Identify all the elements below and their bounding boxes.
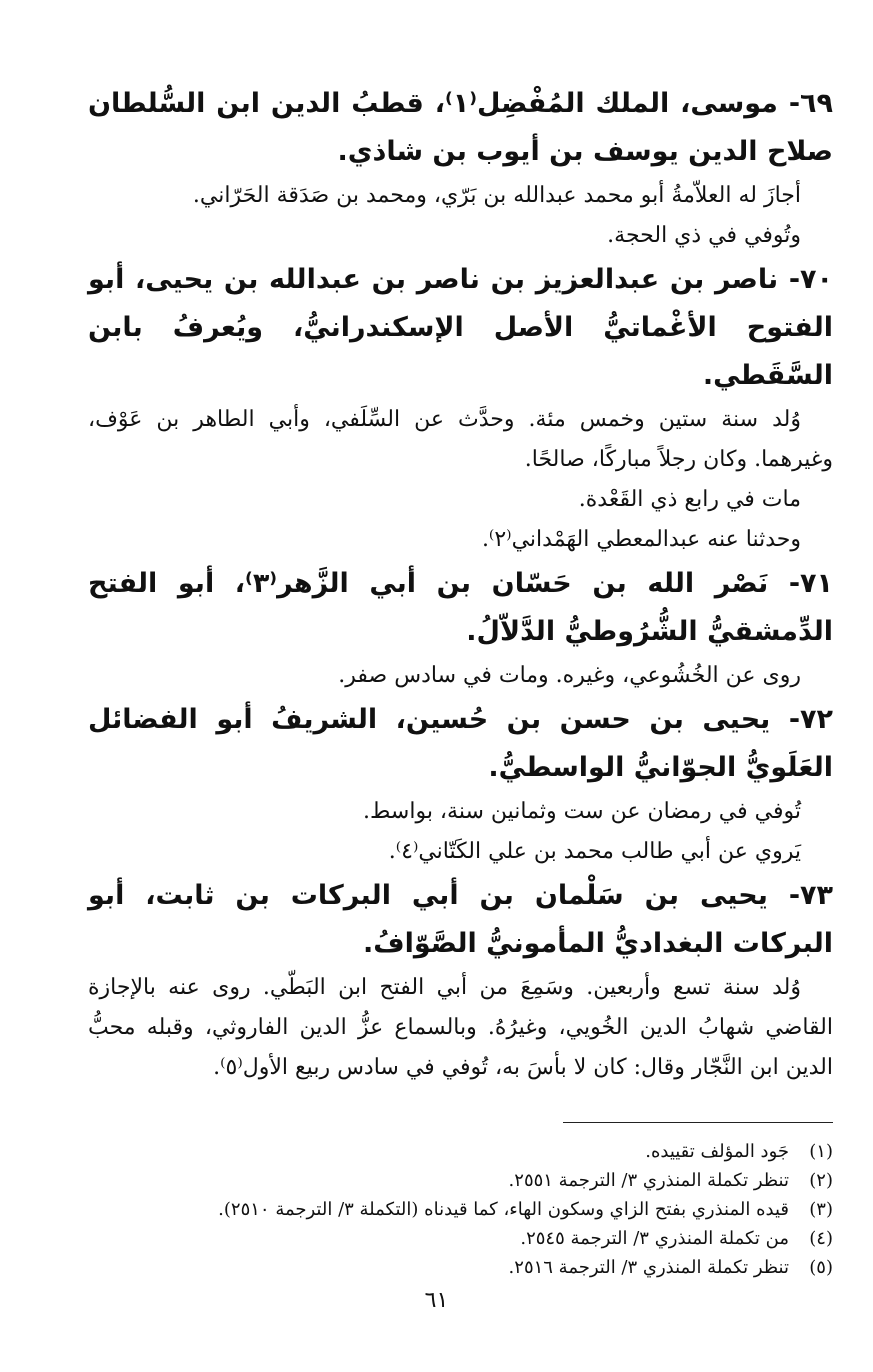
footnote-number: (٣) <box>809 1199 833 1220</box>
entry-heading: ٧٣- يحيى بن سَلْمان بن أبي البركات بن ثابت، أبو البركات البغداديُّ المأمونيُّ الصَّوّافُ. <box>88 880 833 959</box>
entry-paragraph: وُلد سنة ستين وخمس مئة. وحدَّث عن السِّلَفي، وأبي الطاهر بن عَوْف، وغيرهما. وكان رجلاً مباركًا، صالحًا. <box>88 407 833 472</box>
entry-paragraph: وتُوفي في ذي الحجة. <box>607 223 801 248</box>
footnote-text: تنظر تكملة المنذري ٣/ الترجمة ٢٥١٦. <box>508 1257 789 1278</box>
footnote-number: (٢) <box>809 1170 833 1191</box>
footnote-number: (١) <box>809 1141 833 1162</box>
footnote-item <box>88 1166 833 1195</box>
entry-73 <box>88 872 833 1088</box>
entry-heading: ٧٠- ناصر بن عبدالعزيز بن ناصر بن عبدالله بن يحيى، أبو الفتوح الأغْماتيُّ الأصل الإسكندرانيُّ، ويُعرفُ بابن السَّقَطي. <box>88 264 833 391</box>
entry-70 <box>88 256 833 560</box>
footnote-text: تنظر تكملة المنذري ٣/ الترجمة ٢٥٥١. <box>508 1170 789 1191</box>
entry-69 <box>88 80 833 256</box>
entry-paragraph: روى عن الخُشُوعي، وغيره. ومات في سادس صفر. <box>338 663 801 688</box>
footnote-number: (٤) <box>809 1228 833 1249</box>
entry-71 <box>88 560 833 696</box>
footnote-number: (٥) <box>809 1257 833 1278</box>
entry-72 <box>88 696 833 872</box>
entry-paragraph: مات في رابع ذي القَعْدة. <box>578 487 801 512</box>
entry-paragraph: تُوفي في رمضان عن ست وثمانين سنة، بواسط. <box>363 799 801 824</box>
footnote-text: من تكملة المنذري ٣/ الترجمة ٢٥٤٥. <box>520 1228 789 1249</box>
entry-paragraph: أجازَ له العلاّمةُ أبو محمد عبدالله بن بَرّي، ومحمد بن صَدَقة الحَرّاني. <box>192 183 801 208</box>
entry-heading: ٦٩- موسى، الملك المُفْضِل⁽١⁾، قطبُ الدين ابن السُّلطان صلاح الدين يوسف بن أيوب بن شاذي. <box>88 88 833 167</box>
entry-heading: ٧٢- يحيى بن حسن بن حُسين، الشريفُ أبو الفضائل العَلَويُّ الجوّانيُّ الواسطيُّ. <box>88 704 833 783</box>
footnote-item <box>88 1195 833 1224</box>
footnote-divider <box>563 1122 833 1123</box>
entry-paragraph: وُلد سنة تسع وأربعين. وسَمِعَ من أبي الفتح ابن البَطّي. روى عنه بالإجازة القاضي شهابُ الدين الخُويي، وغيرُهُ. وبالسماع عزُّ الدين الفاروثي، وقبله محبُّ الدين ابن النَّجّار وقال: كان لا بأسَ به، تُوفي في سادس ربيع الأول⁽٥⁾. <box>88 975 833 1080</box>
page-number: ٦١ <box>424 1288 449 1313</box>
footnote-item <box>88 1224 833 1253</box>
entry-paragraph: يَروي عن أبي طالب محمد بن علي الكَتّاني⁽٤⁾. <box>388 839 801 864</box>
footnote-item <box>88 1253 833 1282</box>
footnote-text: جَود المؤلف تقييده. <box>645 1141 789 1162</box>
footnote-item <box>88 1137 833 1166</box>
footnotes <box>88 1137 833 1282</box>
entry-heading: ٧١- نَصْر الله بن حَسّان بن أبي الزَّهر⁽٣⁾، أبو الفتح الدِّمشقيُّ الشُّرُوطيُّ الدَّلاّلُ. <box>88 568 833 647</box>
footnote-text: قيده المنذري بفتح الزاي وسكون الهاء، كما قيدناه (التكملة ٣/ الترجمة ٢٥١٠). <box>218 1199 789 1220</box>
entry-paragraph: وحدثنا عنه عبدالمعطي الهَمْداني⁽٢⁾. <box>481 527 801 552</box>
